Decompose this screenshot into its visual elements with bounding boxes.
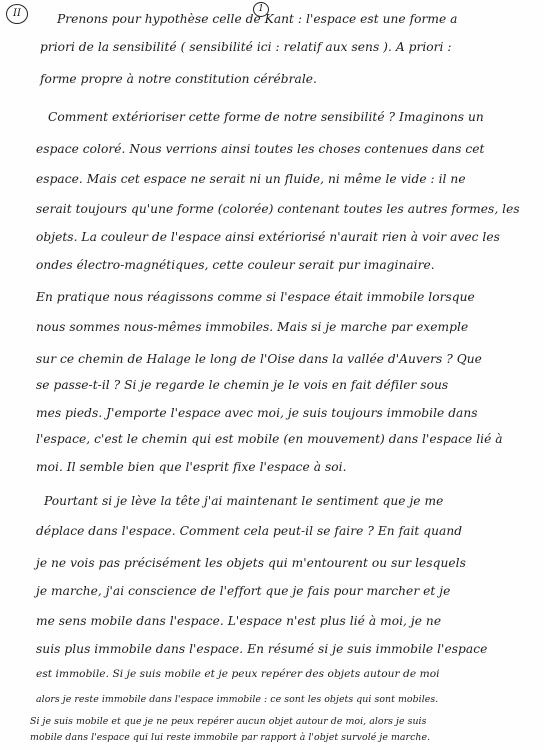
text-line: est immobile. Si je suis mobile et je peux repérer des objets autour de moi [36, 668, 440, 680]
text-line: objets. La couleur de l'espace ainsi extériorisé n'aurait rien à voir avec les [36, 230, 500, 244]
text-line: En pratique nous réagissons comme si l'espace était immobile lorsque [36, 290, 475, 304]
text-line: nous sommes nous-mêmes immobiles. Mais si je marche par exemple [36, 320, 469, 334]
text-line: sur ce chemin de Halage le long de l'Oise dans la vallée d'Auvers ? Que [36, 352, 482, 366]
text-line: déplace dans l'espace. Comment cela peut-il se faire ? En fait quand [36, 524, 463, 538]
text-line: suis plus immobile dans l'espace. En résumé si je suis immobile l'espace [36, 642, 488, 656]
text-line: ondes électro-magnétiques, cette couleur serait pur imaginaire. [36, 258, 435, 272]
text-line: espace coloré. Nous verrions ainsi toutes les choses contenues dans cet [36, 142, 485, 156]
text-line: mes pieds. J'emporte l'espace avec moi, je suis toujours immobile dans [36, 406, 478, 420]
text-line: Prenons pour hypothèse celle de Kant : l'espace est une forme a [57, 12, 458, 26]
text-line: forme propre à notre constitution cérébrale. [40, 72, 317, 86]
page-number: 1 [253, 2, 269, 17]
text-line: l'espace, c'est le chemin qui est mobile (en mouvement) dans l'espace lié à [36, 432, 503, 446]
text-line: Pourtant si je lève la tête j'ai maintenant le sentiment que je me [44, 494, 444, 508]
text-line: espace. Mais cet espace ne serait ni un fluide, ni même le vide : il ne [36, 172, 466, 186]
text-line: moi. Il semble bien que l'esprit fixe l'espace à soi. [36, 460, 347, 474]
text-line: alors je reste immobile dans l'espace immobile : ce sont les objets qui sont mobiles. [36, 694, 439, 705]
text-line: mobile dans l'espace qui lui reste immobile par rapport à l'objet survolé je marche. [30, 732, 431, 743]
text-line: me sens mobile dans l'espace. L'espace n'est plus lié à moi, je ne [36, 614, 442, 628]
text-line: serait toujours qu'une forme (colorée) contenant toutes les autres formes, les [36, 202, 520, 216]
text-line: priori de la sensibilité ( sensibilité ici : relatif aux sens ). A priori : [40, 40, 452, 54]
text-line: Comment extérioriser cette forme de notre sensibilité ? Imaginons un [48, 110, 484, 124]
text-line: je marche, j'ai conscience de l'effort que je fais pour marcher et je [36, 584, 451, 598]
text-line: se passe-t-il ? Si je regarde le chemin je le vois en fait défiler sous [36, 378, 449, 392]
text-line: je ne vois pas précisément les objets qui m'entourent ou sur lesquels [36, 556, 466, 570]
section-number: II [6, 4, 28, 24]
text-line: Si je suis mobile et que je ne peux repérer aucun objet autour de moi, alors je suis [30, 716, 427, 727]
